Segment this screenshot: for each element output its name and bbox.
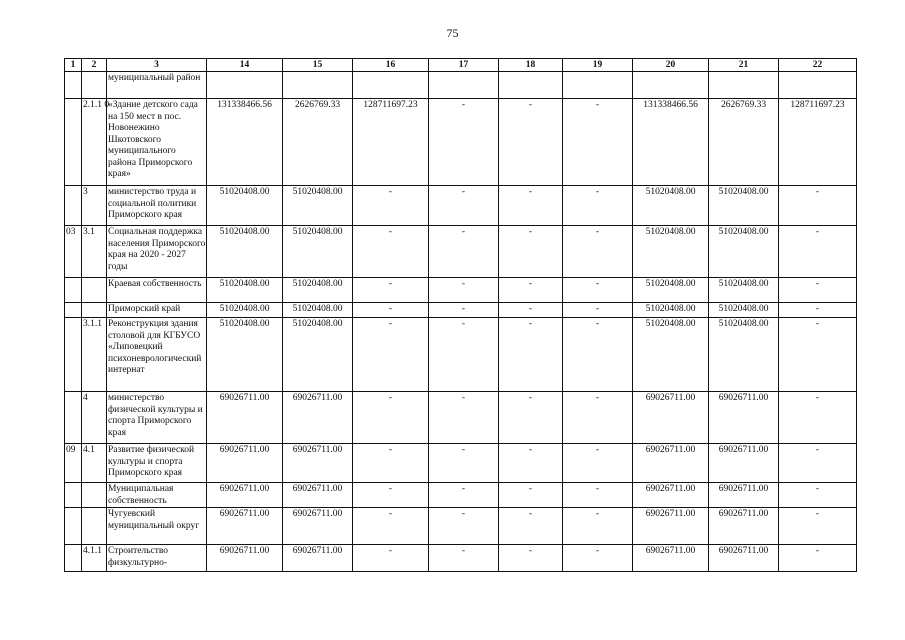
value-cell: 51020408.00 — [207, 318, 283, 392]
value-cell: - — [563, 392, 633, 444]
value-cell: - — [353, 278, 429, 303]
column-header: 22 — [779, 59, 857, 72]
table-row — [65, 226, 857, 278]
value-cell: 69026711.00 — [709, 392, 779, 444]
value-cell: - — [779, 444, 857, 483]
value-cell: - — [499, 226, 563, 278]
value-cell: - — [563, 508, 633, 545]
value-cell: - — [779, 278, 857, 303]
row-name-cell: Муниципальная собственность — [107, 483, 207, 508]
value-cell: - — [499, 186, 563, 226]
value-cell: 2626769.33 — [709, 99, 779, 186]
value-cell: - — [779, 508, 857, 545]
row-number-cell: 3 — [82, 186, 107, 226]
value-cell: - — [429, 186, 499, 226]
value-cell: - — [353, 186, 429, 226]
value-cell: 2626769.33 — [283, 99, 353, 186]
row-number-cell: 3.1 — [82, 226, 107, 278]
value-cell: 131338466.56 — [207, 99, 283, 186]
table-body — [65, 72, 857, 572]
table-row — [65, 278, 857, 303]
value-cell: 69026711.00 — [207, 483, 283, 508]
value-cell: 128711697.23 — [779, 99, 857, 186]
value-cell: - — [429, 508, 499, 545]
value-cell: - — [499, 303, 563, 318]
column-header: 20 — [633, 59, 709, 72]
header-row — [65, 59, 857, 72]
value-cell: - — [563, 318, 633, 392]
row-number-cell — [82, 72, 107, 99]
row-code-cell — [65, 72, 82, 99]
row-name-cell: «Здание детского сада на 150 мест в пос. Новонежино Шкотовского муниципального района Приморского края» — [107, 99, 207, 186]
table-row — [65, 186, 857, 226]
value-cell: - — [353, 392, 429, 444]
row-name-cell: Развитие физической культуры и спорта Приморского края — [107, 444, 207, 483]
value-cell: - — [499, 99, 563, 186]
value-cell: 51020408.00 — [283, 318, 353, 392]
value-cell: - — [779, 392, 857, 444]
table-row — [65, 508, 857, 545]
value-cell: 51020408.00 — [633, 303, 709, 318]
value-cell: 51020408.00 — [207, 303, 283, 318]
value-cell — [283, 72, 353, 99]
value-cell: 51020408.00 — [633, 186, 709, 226]
value-cell: 51020408.00 — [207, 186, 283, 226]
row-code-cell — [65, 318, 82, 392]
row-number-cell: 4 — [82, 392, 107, 444]
column-header: 14 — [207, 59, 283, 72]
value-cell: 69026711.00 — [207, 392, 283, 444]
row-number-cell: 4.1 — [82, 444, 107, 483]
value-cell: - — [429, 278, 499, 303]
value-cell: - — [779, 545, 857, 572]
value-cell — [353, 72, 429, 99]
value-cell: 69026711.00 — [283, 545, 353, 572]
value-cell: 51020408.00 — [709, 278, 779, 303]
value-cell: - — [779, 186, 857, 226]
value-cell: 51020408.00 — [207, 226, 283, 278]
value-cell: - — [499, 278, 563, 303]
row-name-cell: Социальная поддержка населения Приморского края на 2020 - 2027 годы — [107, 226, 207, 278]
value-cell: - — [429, 545, 499, 572]
row-name-cell: Приморский край — [107, 303, 207, 318]
value-cell: - — [353, 303, 429, 318]
value-cell: 51020408.00 — [283, 186, 353, 226]
row-name-cell: муниципальный район — [107, 72, 207, 99]
column-header: 2 — [82, 59, 107, 72]
value-cell: 69026711.00 — [207, 545, 283, 572]
value-cell: 69026711.00 — [283, 392, 353, 444]
value-cell: - — [353, 508, 429, 545]
value-cell: - — [563, 483, 633, 508]
value-cell: - — [429, 226, 499, 278]
table-row — [65, 444, 857, 483]
value-cell: - — [499, 444, 563, 483]
row-number-cell — [82, 483, 107, 508]
value-cell: - — [779, 303, 857, 318]
value-cell: 51020408.00 — [283, 278, 353, 303]
row-code-cell — [65, 508, 82, 545]
row-name-cell: министерство физической культуры и спорта Приморского края — [107, 392, 207, 444]
row-number-cell: 4.1.1 — [82, 545, 107, 572]
table-row — [65, 318, 857, 392]
column-header: 19 — [563, 59, 633, 72]
row-number-cell — [82, 508, 107, 545]
value-cell: 69026711.00 — [207, 444, 283, 483]
row-code-cell — [65, 392, 82, 444]
value-cell: - — [563, 278, 633, 303]
value-cell: - — [499, 392, 563, 444]
value-cell: 51020408.00 — [709, 186, 779, 226]
column-header: 18 — [499, 59, 563, 72]
value-cell: - — [429, 392, 499, 444]
row-name-cell: министерство труда и социальной политики Приморского края — [107, 186, 207, 226]
row-number-cell: 3.1.1 — [82, 318, 107, 392]
value-cell: 69026711.00 — [709, 483, 779, 508]
column-header: 3 — [107, 59, 207, 72]
value-cell: - — [499, 483, 563, 508]
value-cell: - — [429, 99, 499, 186]
value-cell: - — [563, 303, 633, 318]
row-name-cell: Строительство физкультурно- — [107, 545, 207, 572]
value-cell — [563, 72, 633, 99]
value-cell: 69026711.00 — [283, 483, 353, 508]
value-cell: 51020408.00 — [709, 303, 779, 318]
row-code-cell — [65, 483, 82, 508]
table-row — [65, 303, 857, 318]
budget-table — [64, 58, 857, 572]
value-cell: - — [429, 303, 499, 318]
value-cell: - — [499, 318, 563, 392]
value-cell — [779, 72, 857, 99]
value-cell: 69026711.00 — [709, 444, 779, 483]
value-cell: - — [563, 226, 633, 278]
row-code-cell — [65, 278, 82, 303]
page-number: 75 — [446, 26, 459, 40]
value-cell: 51020408.00 — [207, 278, 283, 303]
value-cell: - — [563, 545, 633, 572]
value-cell: - — [779, 483, 857, 508]
table-row — [65, 72, 857, 99]
table-row — [65, 392, 857, 444]
value-cell: 131338466.56 — [633, 99, 709, 186]
value-cell: - — [353, 318, 429, 392]
value-cell: - — [563, 186, 633, 226]
row-code-cell — [65, 303, 82, 318]
value-cell: - — [429, 444, 499, 483]
value-cell — [429, 72, 499, 99]
value-cell — [499, 72, 563, 99]
value-cell: - — [499, 545, 563, 572]
value-cell: 128711697.23 — [353, 99, 429, 186]
row-name-cell: Чугуевский муниципальный округ — [107, 508, 207, 545]
row-number-cell — [82, 278, 107, 303]
column-header: 16 — [353, 59, 429, 72]
value-cell: - — [779, 226, 857, 278]
row-code-cell — [65, 99, 82, 186]
value-cell: - — [563, 444, 633, 483]
row-code-cell: 03 — [65, 226, 82, 278]
value-cell: 69026711.00 — [633, 444, 709, 483]
value-cell: 69026711.00 — [709, 508, 779, 545]
value-cell: - — [563, 99, 633, 186]
value-cell: 69026711.00 — [709, 545, 779, 572]
value-cell: - — [353, 444, 429, 483]
value-cell — [709, 72, 779, 99]
value-cell: 69026711.00 — [283, 444, 353, 483]
value-cell: - — [353, 545, 429, 572]
value-cell: 69026711.00 — [283, 508, 353, 545]
value-cell: - — [499, 508, 563, 545]
value-cell: 51020408.00 — [283, 226, 353, 278]
value-cell: 69026711.00 — [633, 545, 709, 572]
value-cell: - — [353, 226, 429, 278]
value-cell: 69026711.00 — [207, 508, 283, 545]
value-cell: 69026711.00 — [633, 508, 709, 545]
value-cell: 51020408.00 — [633, 318, 709, 392]
value-cell: 51020408.00 — [283, 303, 353, 318]
value-cell: 69026711.00 — [633, 483, 709, 508]
value-cell: 69026711.00 — [633, 392, 709, 444]
row-code-cell — [65, 545, 82, 572]
row-code-cell: 09 — [65, 444, 82, 483]
value-cell: - — [353, 483, 429, 508]
value-cell: 51020408.00 — [709, 318, 779, 392]
value-cell — [207, 72, 283, 99]
row-number-cell: 2.1.1 0 — [82, 99, 107, 186]
value-cell — [633, 72, 709, 99]
column-header: 21 — [709, 59, 779, 72]
row-name-cell: Реконструкция здания столовой для КГБУСО «Липовецкий психоневрологический интернат — [107, 318, 207, 392]
row-code-cell — [65, 186, 82, 226]
value-cell: - — [429, 318, 499, 392]
value-cell: 51020408.00 — [633, 278, 709, 303]
value-cell: 51020408.00 — [709, 226, 779, 278]
column-header: 15 — [283, 59, 353, 72]
value-cell: 51020408.00 — [633, 226, 709, 278]
table-row — [65, 99, 857, 186]
row-number-cell — [82, 303, 107, 318]
table-row — [65, 483, 857, 508]
column-header: 1 — [65, 59, 82, 72]
column-header: 17 — [429, 59, 499, 72]
table-row — [65, 545, 857, 572]
row-name-cell: Краевая собственность — [107, 278, 207, 303]
value-cell: - — [429, 483, 499, 508]
value-cell: - — [779, 318, 857, 392]
